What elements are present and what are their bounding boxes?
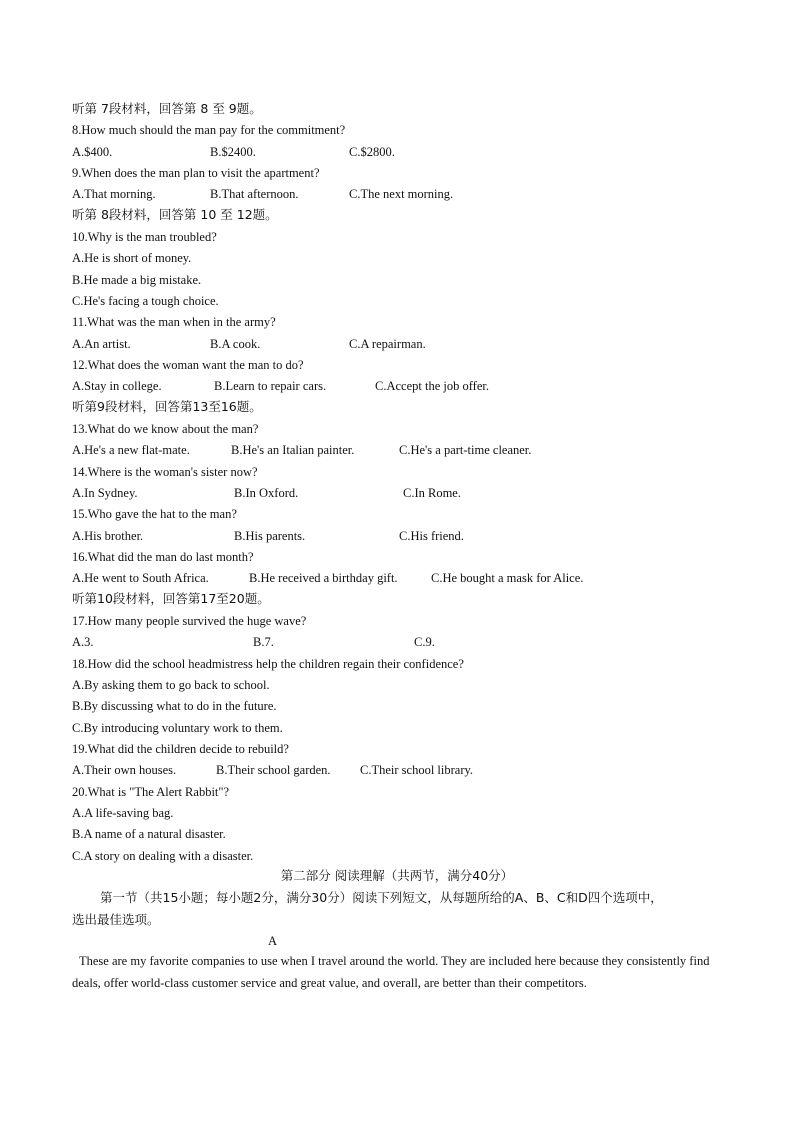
q14-option-a: A.In Sydney. bbox=[72, 486, 138, 500]
passage-text: These are my favorite companies to use when I travel around the world. They are included here because they consistently find deals, offer world-class customer service and great value, and overall, are better than their competitors. bbox=[72, 954, 710, 990]
question-20: 20.What is "The Alert Rabbit"? bbox=[72, 785, 230, 799]
question-17: 17.How many people survived the huge wave? bbox=[72, 614, 307, 628]
q14-option-b: B.In Oxford. bbox=[234, 486, 299, 500]
question-15: 15.Who gave the hat to the man? bbox=[72, 507, 237, 521]
section-header-9: 听第9段材料，回答第13至16题。 bbox=[72, 399, 262, 414]
section-header-8: 听第 8段材料，回答第 10 至 12题。 bbox=[72, 207, 278, 222]
q13-option-c: C.He's a part-time cleaner. bbox=[399, 443, 532, 457]
q20-option-c: C.A story on dealing with a disaster. bbox=[72, 849, 254, 863]
q16-option-a: A.He went to South Africa. bbox=[72, 571, 209, 585]
question-13: 13.What do we know about the man? bbox=[72, 422, 259, 436]
q14-option-c: C.In Rome. bbox=[403, 486, 461, 500]
q20-option-a: A.A life-saving bag. bbox=[72, 806, 174, 820]
q9-option-b: B.That afternoon. bbox=[210, 187, 299, 201]
section-header-10: 听第10段材料，回答第17至20题。 bbox=[72, 591, 270, 606]
q11-option-b: B.A cook. bbox=[210, 337, 261, 351]
q15-option-c: C.His friend. bbox=[399, 529, 464, 543]
q19-option-a: A.Their own houses. bbox=[72, 763, 177, 777]
q13-option-a: A.He's a new flat-mate. bbox=[72, 443, 190, 457]
passage-label: A bbox=[268, 934, 278, 948]
part2-heading: 第二部分 阅读理解（共两节，满分40分） bbox=[280, 868, 514, 883]
q16-option-b: B.He received a birthday gift. bbox=[249, 571, 398, 585]
question-16: 16.What did the man do last month? bbox=[72, 550, 254, 564]
q15-option-a: A.His brother. bbox=[72, 529, 144, 543]
q15-option-b: B.His parents. bbox=[234, 529, 306, 543]
q9-option-a: A.That morning. bbox=[72, 187, 156, 201]
q20-option-b: B.A name of a natural disaster. bbox=[72, 827, 226, 841]
q17-option-a: A.3. bbox=[72, 635, 94, 649]
q8-option-c: C.$2800. bbox=[349, 145, 395, 159]
question-18: 18.How did the school headmistress help the children regain their confidence? bbox=[72, 657, 464, 671]
question-9: 9.When does the man plan to visit the apartment? bbox=[72, 166, 320, 180]
q12-option-c: C.Accept the job offer. bbox=[375, 379, 489, 393]
q12-option-b: B.Learn to repair cars. bbox=[214, 379, 327, 393]
q16-option-c: C.He bought a mask for Alice. bbox=[431, 571, 584, 585]
q10-option-c: C.He's facing a tough choice. bbox=[72, 294, 219, 308]
q17-option-c: C.9. bbox=[414, 635, 435, 649]
q11-option-c: C.A repairman. bbox=[349, 337, 426, 351]
q18-option-b: B.By discussing what to do in the future. bbox=[72, 699, 277, 713]
q10-option-a: A.He is short of money. bbox=[72, 251, 192, 265]
part2-instruction-line1: 第一节（共15小题；每小题2分，满分30分）阅读下列短文，从每题所给的A、B、C和D四个选项中， bbox=[100, 890, 663, 905]
question-8: 8.How much should the man pay for the commitment? bbox=[72, 123, 346, 137]
q9-option-c: C.The next morning. bbox=[349, 187, 454, 201]
q13-option-b: B.He's an Italian painter. bbox=[231, 443, 355, 457]
question-12: 12.What does the woman want the man to do? bbox=[72, 358, 304, 372]
q8-option-a: A.$400. bbox=[72, 145, 113, 159]
q17-option-b: B.7. bbox=[253, 635, 274, 649]
q12-option-a: A.Stay in college. bbox=[72, 379, 162, 393]
question-14: 14.Where is the woman's sister now? bbox=[72, 465, 258, 479]
question-10: 10.Why is the man troubled? bbox=[72, 230, 217, 244]
question-11: 11.What was the man when in the army? bbox=[72, 315, 276, 329]
part2-instruction-line2: 选出最佳选项。 bbox=[72, 912, 160, 927]
q18-option-c: C.By introducing voluntary work to them. bbox=[72, 721, 283, 735]
q11-option-a: A.An artist. bbox=[72, 337, 131, 351]
q19-option-c: C.Their school library. bbox=[360, 763, 474, 777]
q10-option-b: B.He made a big mistake. bbox=[72, 273, 202, 287]
section-header-7: 听第 7段材料，回答第 8 至 9题。 bbox=[72, 101, 262, 116]
q19-option-b: B.Their school garden. bbox=[216, 763, 331, 777]
question-19: 19.What did the children decide to rebuild? bbox=[72, 742, 289, 756]
q18-option-a: A.By asking them to go back to school. bbox=[72, 678, 270, 692]
q8-option-b: B.$2400. bbox=[210, 145, 256, 159]
